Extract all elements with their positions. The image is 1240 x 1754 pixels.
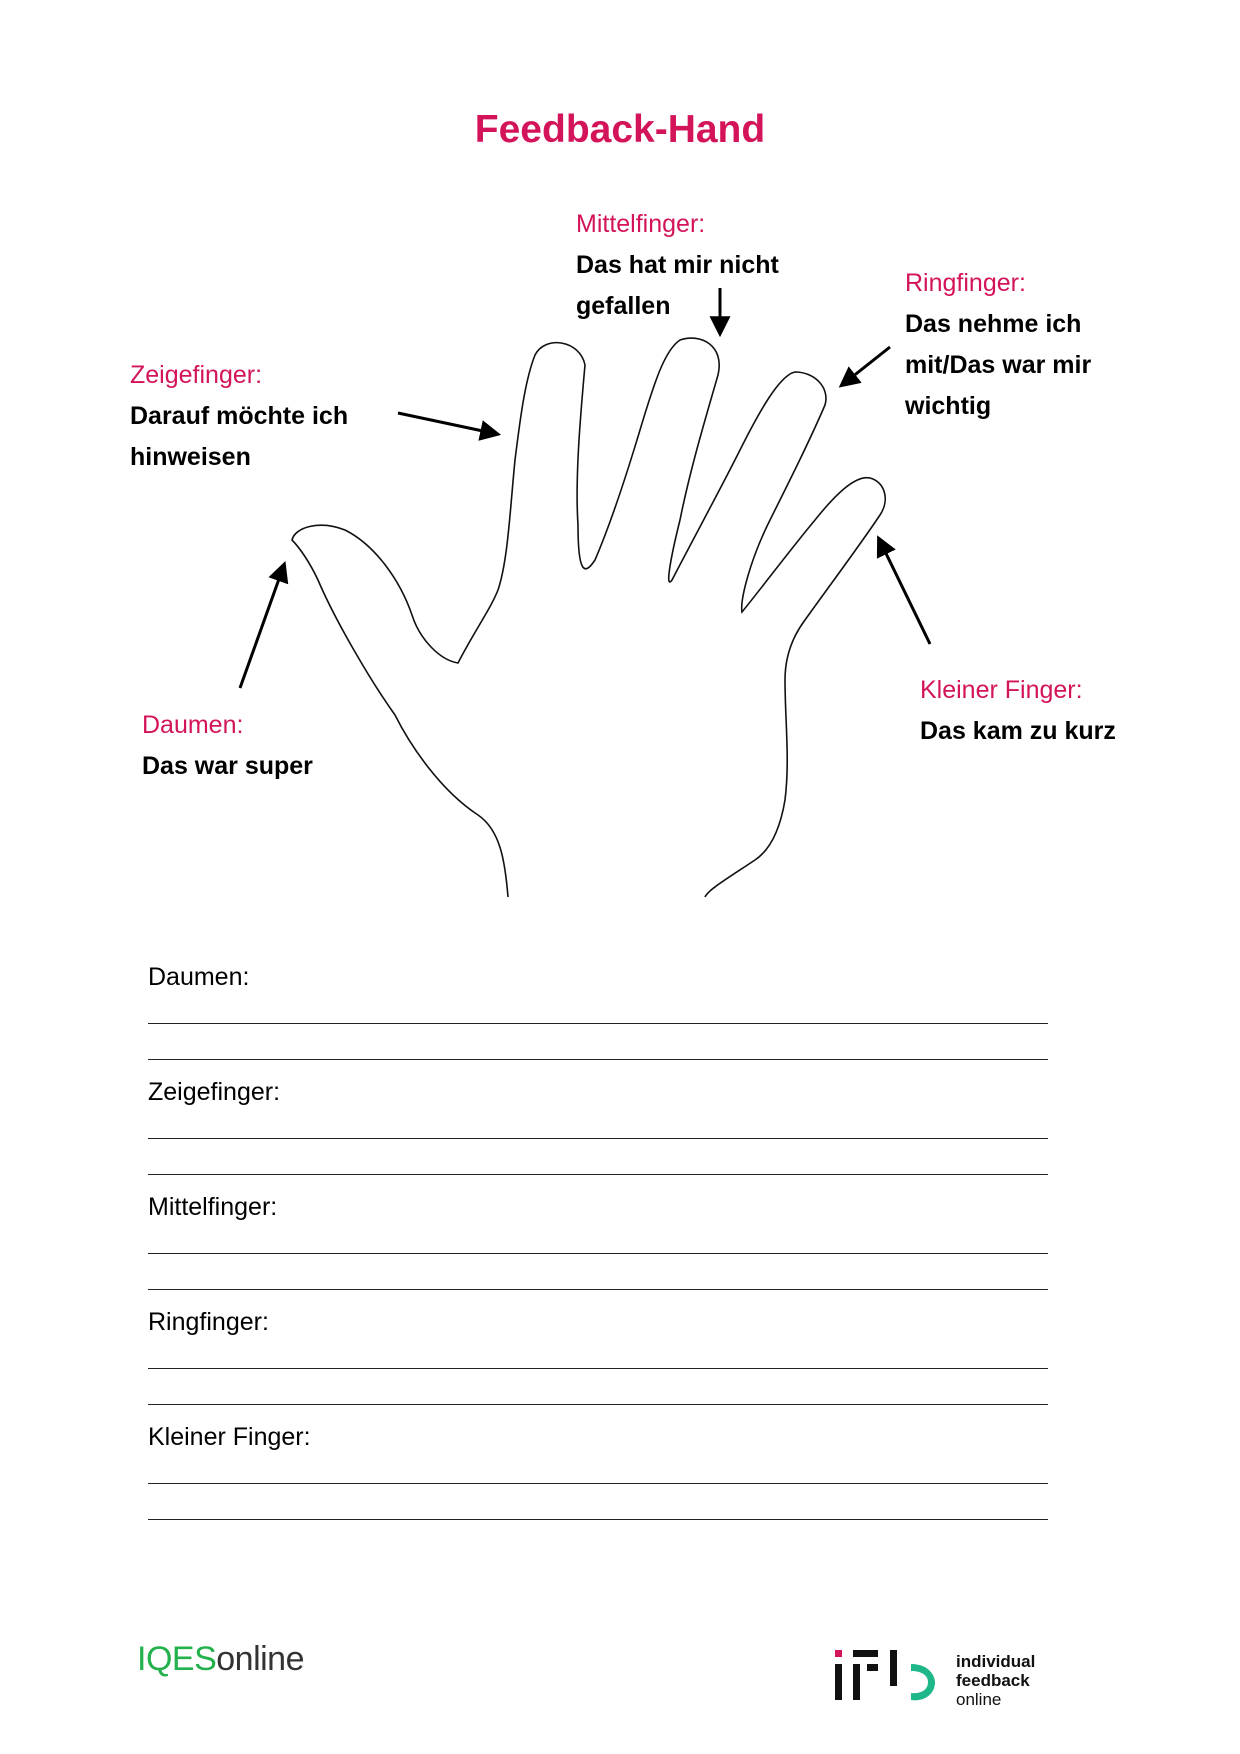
writing-line[interactable]	[148, 1254, 1048, 1290]
worksheet-section-ring	[148, 1303, 1048, 1418]
page-title: Feedback-Hand	[474, 108, 766, 151]
worksheet-label: Kleiner Finger:	[148, 1423, 311, 1451]
worksheet-label: Mittelfinger:	[148, 1193, 278, 1221]
iqes-online-logo: IQESonline	[137, 1640, 304, 1678]
writing-line[interactable]	[148, 1341, 1048, 1369]
worksheet-section-thumb	[148, 958, 1048, 1073]
arrow-thumb	[240, 565, 284, 688]
writing-line[interactable]	[148, 1024, 1048, 1060]
ifb-logo-text: individual feedback online	[956, 1652, 1036, 1709]
label-little-finger: Kleiner Finger: Das kam zu kurz	[920, 676, 1116, 745]
hand-outline	[292, 338, 885, 897]
worksheet	[148, 958, 1048, 1533]
writing-line[interactable]	[148, 996, 1048, 1024]
worksheet-label: Daumen:	[148, 963, 250, 991]
worksheet-label: Ringfinger:	[148, 1308, 269, 1336]
label-middle-finger: Mittelfinger: Das hat mir nicht gefallen	[576, 210, 779, 320]
arrow-ring	[842, 347, 890, 385]
writing-line[interactable]	[148, 1484, 1048, 1520]
worksheet-section-index	[148, 1073, 1048, 1188]
arrow-index	[398, 413, 497, 434]
writing-line[interactable]	[148, 1369, 1048, 1405]
writing-line[interactable]	[148, 1456, 1048, 1484]
worksheet-label: Zeigefinger:	[148, 1078, 281, 1106]
label-thumb: Daumen: Das war super	[142, 711, 313, 780]
label-ring-finger: Ringfinger: Das nehme ich mit/Das war mir wichtig	[905, 269, 1092, 420]
writing-line[interactable]	[148, 1139, 1048, 1175]
ifb-logo	[835, 1650, 1036, 1715]
worksheet-section-middle	[148, 1188, 1048, 1303]
arrow-little	[879, 539, 930, 644]
writing-line[interactable]	[148, 1226, 1048, 1254]
ifb-logo-icon	[835, 1650, 950, 1710]
worksheet-section-little	[148, 1418, 1048, 1533]
label-index-finger: Zeigefinger: Darauf möchte ich hinweisen	[130, 361, 349, 471]
writing-line[interactable]	[148, 1111, 1048, 1139]
